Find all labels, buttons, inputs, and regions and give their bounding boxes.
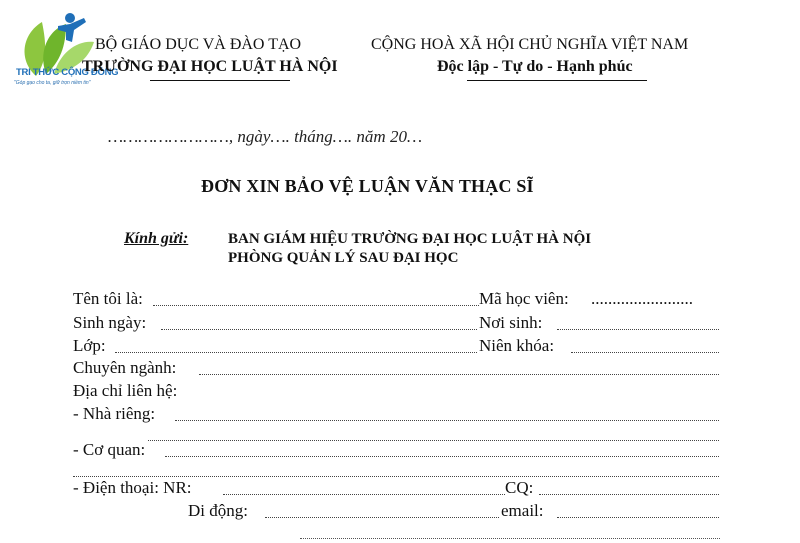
motto-underline (467, 80, 647, 81)
office-label: - Cơ quan: (73, 440, 148, 460)
phone-office-label: CQ: (505, 478, 536, 498)
logo-slogan: "Góp gạo cho ta, giữ trọn niềm tin" (14, 80, 91, 86)
date-line: ……………………, ngày…. tháng…. năm 20… (108, 127, 423, 146)
university-name: TRƯỜNG ĐẠI HỌC LUẬT HÀ NỘI (82, 58, 338, 75)
document-title: ĐƠN XIN BẢO VỆ LUẬN VĂN THẠC SĨ (201, 176, 534, 196)
office-field[interactable] (165, 456, 719, 457)
row-major (73, 358, 723, 380)
row-class (73, 336, 723, 358)
email-field[interactable] (557, 517, 719, 518)
ministry-name: BỘ GIÁO DỤC VÀ ĐÀO TẠO (95, 36, 302, 53)
student-id-field[interactable]: ........................ (591, 289, 696, 309)
mobile-field[interactable] (265, 517, 499, 518)
logo-name: TRI THỨC CỘNG ĐỒNG (16, 67, 119, 78)
major-field[interactable] (199, 374, 719, 375)
name-label: Tên tôi là: (73, 289, 146, 309)
recipient-label: Kính gửi: (124, 230, 189, 247)
phone-label: - Điện thoại: NR: (73, 478, 195, 498)
phone-home-field[interactable] (223, 494, 505, 495)
office-field-continued[interactable] (73, 476, 719, 477)
row-phone (73, 478, 723, 500)
phone-office-field[interactable] (539, 494, 719, 495)
recipient-line-2: PHÒNG QUẢN LÝ SAU ĐẠI HỌC (228, 250, 459, 266)
row-dob (73, 313, 723, 335)
national-motto: Độc lập - Tự do - Hạnh phúc (437, 58, 633, 75)
cropped-next-line (0, 538, 800, 543)
university-underline (150, 80, 290, 81)
cohort-field[interactable] (571, 352, 719, 353)
home-label: - Nhà riêng: (73, 404, 158, 424)
email-label: email: (501, 501, 546, 521)
row-home (73, 404, 723, 426)
major-label: Chuyên ngành: (73, 358, 179, 378)
republic-name: CỘNG HOÀ XÃ HỘI CHỦ NGHĨA VIỆT NAM (371, 36, 689, 53)
address-label: Địa chỉ liên hệ: (73, 381, 180, 401)
mobile-label: Di động: (188, 501, 251, 521)
class-field[interactable] (115, 352, 477, 353)
dob-field[interactable] (161, 329, 477, 330)
logo-leaf-icon (8, 8, 120, 100)
class-label: Lớp: (73, 336, 109, 356)
student-id-label: Mã học viên: (479, 289, 572, 309)
home-field[interactable] (175, 420, 719, 421)
birthplace-label: Nơi sinh: (479, 313, 545, 333)
dob-label: Sinh ngày: (73, 313, 149, 333)
row-name (73, 289, 723, 311)
birthplace-field[interactable] (557, 329, 719, 330)
row-mobile (73, 501, 723, 523)
recipient-line-1: BAN GIÁM HIỆU TRƯỜNG ĐẠI HỌC LUẬT HÀ NỘI (228, 231, 592, 247)
row-office (73, 440, 723, 462)
row-address (73, 381, 723, 403)
cohort-label: Niên khóa: (479, 336, 557, 356)
